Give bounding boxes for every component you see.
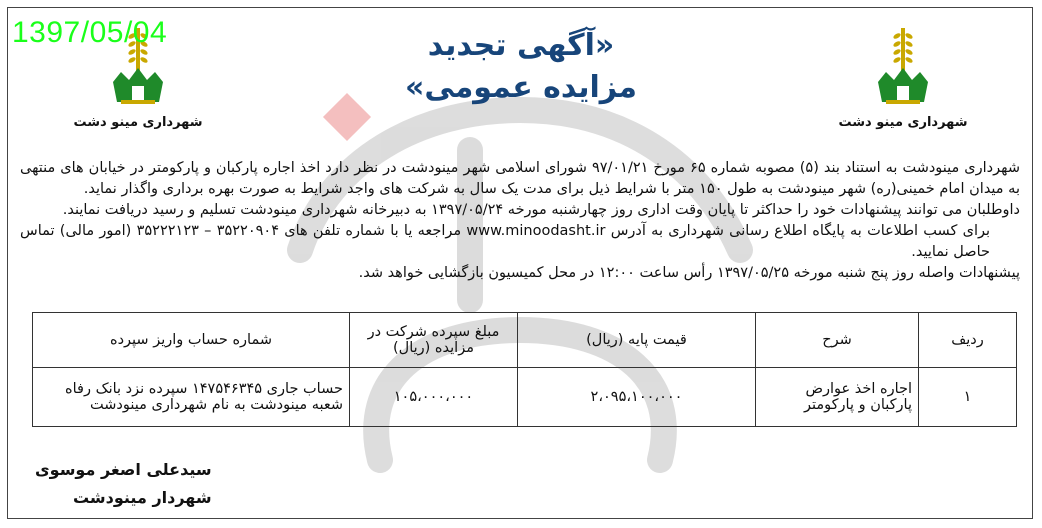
table-header-row bbox=[33, 313, 1017, 368]
cell-description: اجاره اخذ عوارض پارکبان و پارکومتر bbox=[756, 368, 919, 427]
title-line-1: «آگهی تجدید bbox=[427, 28, 615, 63]
signature-role: شهردار مینودشت bbox=[72, 488, 212, 507]
notice-body bbox=[20, 158, 1020, 284]
header-base-price: قیمت پایه (ریال) bbox=[518, 313, 756, 368]
date-stamp: 1397/05/04 bbox=[12, 16, 168, 49]
header-account: شماره حساب واریز سپرده bbox=[33, 313, 350, 368]
logo-right-caption: شهرداری مینو دشت bbox=[838, 115, 968, 130]
cell-base-price: ۲،۰۹۵،۱۰۰،۰۰۰ bbox=[518, 368, 756, 427]
cell-account: حساب جاری ۱۴۷۵۴۶۳۴۵ سپرده نزد بانک رفاه شعبه مینودشت به نام شهرداری مینودشت bbox=[33, 368, 350, 427]
header-row-number: ردیف bbox=[919, 313, 1017, 368]
auction-table bbox=[32, 312, 1017, 427]
notice-title bbox=[300, 26, 742, 110]
table-row bbox=[33, 368, 1017, 427]
cell-deposit: ۱۰۵،۰۰۰،۰۰۰ bbox=[350, 368, 518, 427]
header-deposit: مبلغ سپرده شرکت در مزایده (ریال) bbox=[350, 313, 518, 368]
cell-row-number: ۱ bbox=[919, 368, 1017, 427]
logo-right bbox=[812, 18, 994, 136]
signature-block bbox=[35, 456, 212, 512]
signature-name: سیدعلی اصغر موسوی bbox=[35, 460, 212, 479]
paragraph-deadline: داوطلبان می توانند پیشنهادات خود را حداکثر تا پایان وقت اداری روز چهارشنبه مورخه ۱۳۹۷/۰۵/۲۴ به دبیرخانه شهرداری مینودشت تسلیم و رسید دریافت نمایند. bbox=[62, 202, 1020, 218]
title-line-2: مزایده عمومی» bbox=[405, 70, 637, 105]
header-description: شرح bbox=[756, 313, 919, 368]
paragraph-opening: پیشنهادات واصله روز پنج شنبه مورخه ۱۳۹۷/۰۵/۲۵ رأس ساعت ۱۲:۰۰ در محل کمیسیون بازگشایی خواهد شد. bbox=[358, 265, 1020, 281]
paragraph-contact: برای کسب اطلاعات به پایگاه اطلاع رسانی شهرداری به آدرس www.minoodasht.ir مراجعه یا با شماره تلفن های ۳۵۲۲۰۹۰۴ – ۳۵۲۲۲۱۲۳ (امور مالی) تماس حاصل نمایید. bbox=[20, 223, 991, 260]
wheat-gate-icon bbox=[868, 24, 938, 112]
paragraph-intro: شهرداری مینودشت به استناد بند (۵) مصوبه شماره ۶۵ مورخ ۹۷/۰۱/۲۱ شورای اسلامی شهر مینودشت در نظر دارد اخذ اجاره پارکبان و پارکومتر در خیابان های منتهی به میدان امام خمینی(ره) شهر مینودشت به طول ۱۵۰ متر با شرایط ذیل برای مدت یک سال به شرکت های واجد شرایط به صورت بهره برداری واگذار نماید. bbox=[20, 160, 1020, 197]
logo-left-caption: شهرداری مینو دشت bbox=[73, 115, 203, 130]
